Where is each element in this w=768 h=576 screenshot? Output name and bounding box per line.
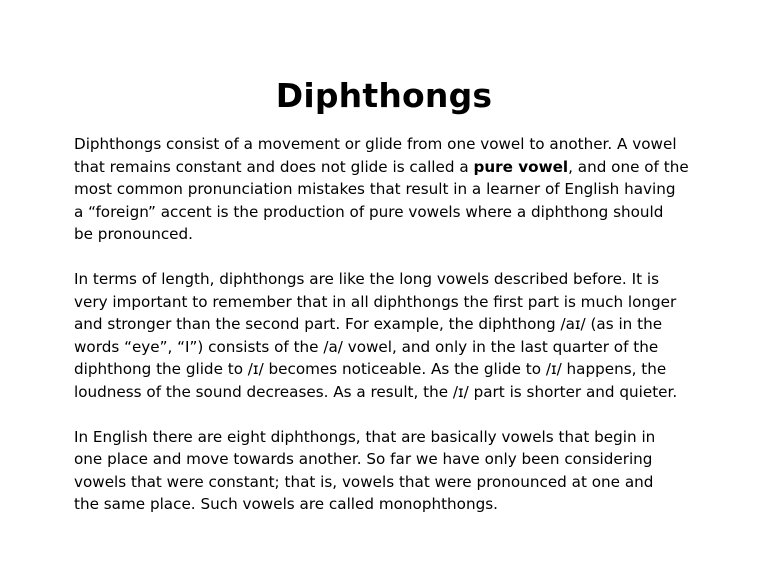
text-segment: In English there are eight diphthongs, that are basically vowels that begin in [74, 427, 656, 446]
text-segment: diphthong the glide to /ɪ/ becomes noticeable. As the glide to /ɪ/ happens, the [74, 360, 667, 378]
text-segment: In terms of length, diphthongs are like the long vowels described before. It is [74, 270, 659, 288]
text-segment: very important to remember that in all diphthongs the first part is much longer [74, 292, 677, 311]
text-segment: loudness of the sound decreases. As a result, the /ɪ/ part is shorter and quieter. [74, 382, 678, 401]
text-segment: Diphthongs consist of a movement or glide from one vowel to another. A vowel [74, 135, 677, 153]
text-line [74, 133, 714, 156]
text-line [74, 268, 714, 291]
paragraph-2 [74, 268, 714, 403]
text-segment: most common pronunciation mistakes that result in a learner of English having [74, 180, 676, 198]
text-line [74, 448, 714, 471]
slide-body [74, 133, 714, 538]
text-line [74, 426, 714, 449]
text-line [74, 358, 714, 381]
text-line [74, 493, 714, 516]
slide-title: Diphthongs [275, 76, 493, 115]
paragraph-1 [74, 133, 714, 246]
paragraph-3 [74, 426, 714, 516]
text-segment: and stronger than the second part. For example, the diphthong /aɪ/ (as in the [74, 315, 663, 333]
text-segment: a “foreign” accent is the production of pure vowels where a diphthong should [74, 202, 664, 221]
text-segment: , and one of the [568, 157, 689, 176]
text-segment: that remains constant and does not glide is called a [74, 157, 474, 176]
text-segment: the same place. Such vowels are called monophthongs. [74, 495, 498, 513]
text-segment: one place and move towards another. So far we have only been considering [74, 450, 653, 468]
text-line [74, 291, 714, 314]
text-segment: be pronounced. [74, 225, 193, 243]
text-line [74, 201, 714, 224]
text-line [74, 223, 714, 246]
text-line [74, 471, 714, 494]
bold-term: pure vowel [473, 157, 569, 176]
text-line [74, 313, 714, 336]
text-line [74, 178, 714, 201]
text-line [74, 336, 714, 359]
text-line [74, 156, 714, 179]
text-line [74, 381, 714, 404]
text-segment: vowels that were constant; that is, vowels that were pronounced at one and [74, 472, 654, 491]
text-segment: words “eye”, “I”) consists of the /a/ vowel, and only in the last quarter of the [74, 337, 659, 356]
